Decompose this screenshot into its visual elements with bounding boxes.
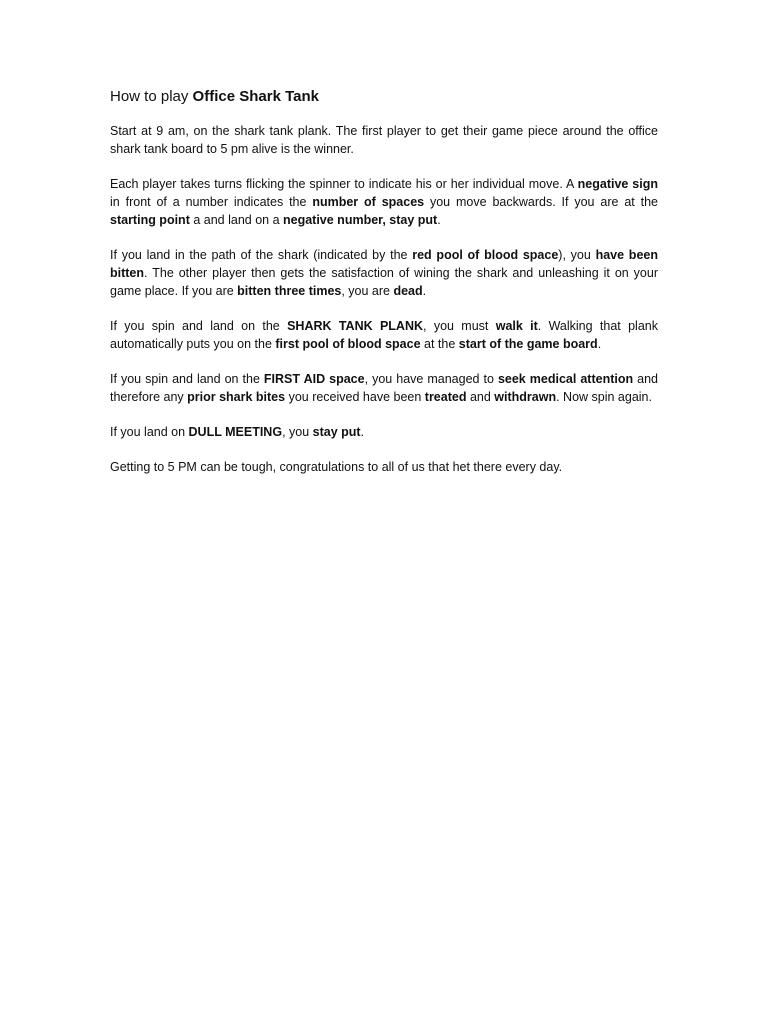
text-run: Getting to 5 PM can be tough, congratulations to all of us that het there every day.: [110, 460, 563, 474]
text-run: If you land in the path of the shark (indicated by the: [110, 248, 413, 262]
bold-text: bitten three times: [237, 284, 342, 298]
text-run: Start at 9 am, on the shark tank plank. The first player to get their game piece around the office shark tank board to 5 pm alive is the winner.: [110, 124, 658, 156]
bold-text: walk it: [495, 319, 538, 333]
text-run: .: [597, 337, 602, 351]
bold-text: prior shark bites: [187, 390, 286, 404]
text-run: . Now spin again.: [556, 390, 652, 404]
text-run: . Walking that plank automatically puts you on the: [110, 319, 658, 351]
text-run: Each player takes turns flicking the spinner to indicate his or her individual move. A: [110, 177, 578, 191]
title-bold: Office Shark Tank: [192, 88, 319, 105]
bold-text: withdrawn: [494, 390, 557, 404]
text-run: If you spin and land on the: [110, 319, 288, 333]
bold-text: have been bitten: [110, 248, 658, 280]
document-body: [110, 88, 658, 493]
paragraph: [110, 246, 658, 300]
paragraph: [110, 370, 658, 406]
text-run: . The other player then gets the satisfaction of wining the shark and unleashing it on your game place. If you are: [110, 266, 658, 298]
bold-text: negative number, stay put: [283, 213, 438, 227]
text-run: , you have managed to: [364, 372, 498, 386]
bold-text: stay put: [312, 425, 361, 439]
title-prefix: How to play: [110, 88, 193, 105]
bold-text: first pool of blood space: [275, 337, 421, 351]
bold-text: dead: [393, 284, 423, 298]
text-run: and: [466, 390, 495, 404]
bold-text: start of the game board: [458, 337, 598, 351]
bold-text: seek medical attention: [497, 372, 634, 386]
bold-text: number of spaces: [312, 195, 425, 209]
paragraph: [110, 458, 658, 476]
text-run: in front of a number indicates the: [110, 195, 313, 209]
text-run: , you must: [423, 319, 496, 333]
text-run: ), you: [558, 248, 596, 262]
text-run: a and land on a: [189, 213, 283, 227]
text-run: .: [437, 213, 441, 227]
text-run: If you spin and land on the: [110, 372, 264, 386]
text-run: and therefore any: [110, 372, 658, 404]
text-run: you move backwards. If you are at the: [424, 195, 658, 209]
bold-text: FIRST AID space: [263, 372, 365, 386]
text-run: , you: [282, 425, 313, 439]
paragraph: [110, 122, 658, 158]
text-run: If you land on: [110, 425, 189, 439]
paragraph-list: [110, 122, 658, 476]
bold-text: starting point: [110, 213, 190, 227]
paragraph: [110, 317, 658, 353]
text-run: .: [360, 425, 365, 439]
text-run: .: [422, 284, 427, 298]
bold-text: negative sign: [577, 177, 658, 191]
bold-text: DULL MEETING: [188, 425, 283, 439]
bold-text: SHARK TANK PLANK: [287, 319, 424, 333]
text-run: , you are: [341, 284, 394, 298]
document-title: [110, 88, 658, 106]
text-run: you received have been: [285, 390, 425, 404]
bold-text: treated: [424, 390, 467, 404]
text-run: at the: [420, 337, 459, 351]
paragraph: [110, 175, 658, 229]
bold-text: red pool of blood space: [412, 248, 559, 262]
paragraph: [110, 423, 658, 441]
